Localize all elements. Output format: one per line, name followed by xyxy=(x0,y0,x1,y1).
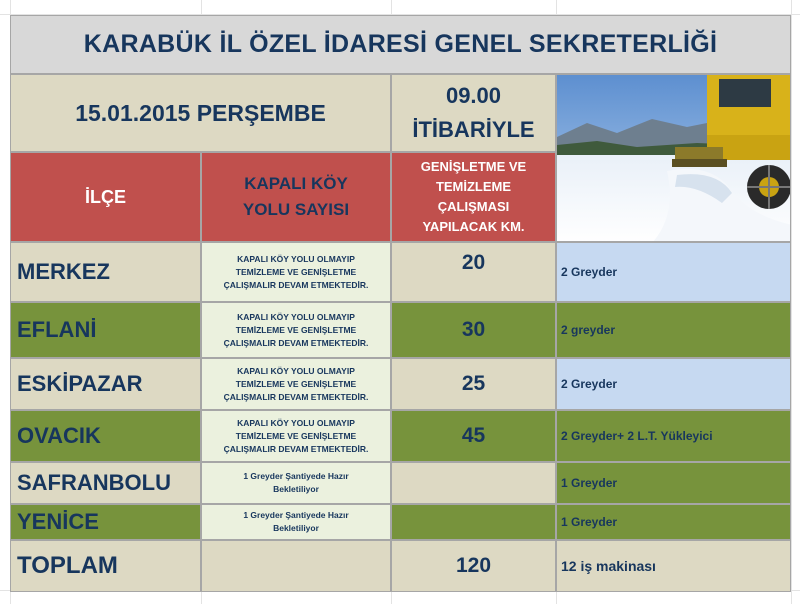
row-km: 45 xyxy=(391,410,556,462)
row-district: OVACIK xyxy=(10,410,201,462)
row-km: 20 xyxy=(391,242,556,302)
total-machines: 12 iş makinası xyxy=(556,540,791,592)
row-km: 25 xyxy=(391,358,556,410)
report-date: 15.01.2015 PERŞEMBE xyxy=(10,74,391,152)
row-note: KAPALI KÖY YOLU OLMAYIP TEMİZLEME VE GENİŞLETME ÇALIŞMALIR DEVAM ETMEKTEDİR. xyxy=(201,242,391,302)
report-time: 09.00 İTİBARİYLE xyxy=(391,74,556,152)
total-km: 120 xyxy=(391,540,556,592)
row-machines: 1 Greyder xyxy=(556,504,791,540)
report-title: KARABÜK İL ÖZEL İDARESİ GENEL SEKRETERLİĞİ xyxy=(10,15,791,74)
header-closed-roads: KAPALI KÖY YOLU SAYISI xyxy=(201,152,391,242)
row-note: KAPALI KÖY YOLU OLMAYIP TEMİZLEME VE GENİŞLETME ÇALIŞMALIR DEVAM ETMEKTEDİR. xyxy=(201,358,391,410)
row-km xyxy=(391,462,556,504)
row-machines: 2 Greyder xyxy=(556,242,791,302)
row-machines: 2 greyder xyxy=(556,302,791,358)
row-note: KAPALI KÖY YOLU OLMAYIP TEMİZLEME VE GENİŞLETME ÇALIŞMALIR DEVAM ETMEKTEDİR. xyxy=(201,302,391,358)
row-district: EFLANİ xyxy=(10,302,201,358)
row-district: SAFRANBOLU xyxy=(10,462,201,504)
row-machines: 1 Greyder xyxy=(556,462,791,504)
total-closed-roads xyxy=(201,540,391,592)
row-note: KAPALI KÖY YOLU OLMAYIP TEMİZLEME VE GENİŞLETME ÇALIŞMALIR DEVAM ETMEKTEDİR. xyxy=(201,410,391,462)
row-district: MERKEZ xyxy=(10,242,201,302)
row-district: ESKİPAZAR xyxy=(10,358,201,410)
row-note: 1 Greyder Şantiyede Hazır Bekletiliyor xyxy=(201,462,391,504)
header-ilce: İLÇE xyxy=(10,152,201,242)
total-label: TOPLAM xyxy=(10,540,201,592)
row-machines: 2 Greyder+ 2 L.T. Yükleyici xyxy=(556,410,791,462)
row-note: 1 Greyder Şantiyede Hazır Bekletiliyor xyxy=(201,504,391,540)
row-km: 30 xyxy=(391,302,556,358)
row-machines: 2 Greyder xyxy=(556,358,791,410)
row-district: YENİCE xyxy=(10,504,201,540)
snowplow-photo xyxy=(556,74,791,242)
row-km xyxy=(391,504,556,540)
header-km: GENİŞLETME VE TEMİZLEME ÇALIŞMASI YAPILACAK KM. xyxy=(391,152,556,242)
snowplow-photo-image xyxy=(557,75,791,242)
